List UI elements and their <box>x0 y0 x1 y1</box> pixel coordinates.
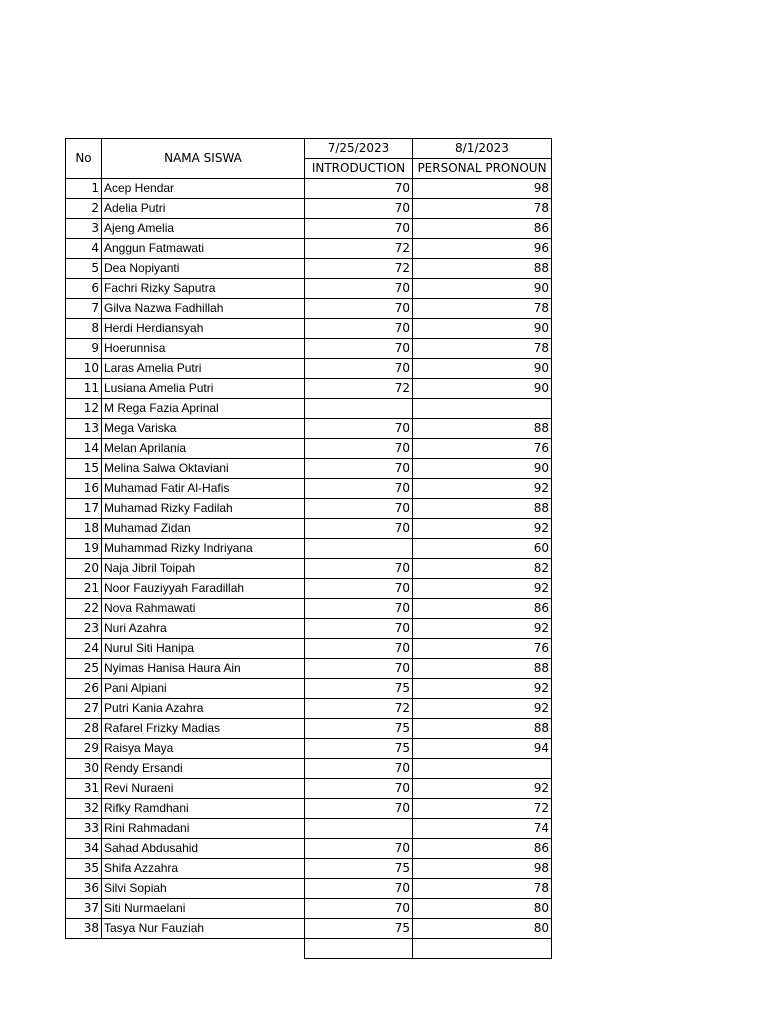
introduction-score <box>305 819 413 839</box>
student-number: 37 <box>66 899 102 919</box>
student-name: Rafarel Frizky Madias <box>102 719 305 739</box>
student-number: 17 <box>66 499 102 519</box>
student-name: Putri Kania Azahra <box>102 699 305 719</box>
table-row <box>66 559 552 579</box>
personal-pronoun-score: 90 <box>413 459 552 479</box>
personal-pronoun-score: 98 <box>413 859 552 879</box>
personal-pronoun-score: 88 <box>413 659 552 679</box>
student-number: 7 <box>66 299 102 319</box>
table-row <box>66 419 552 439</box>
personal-pronoun-score: 92 <box>413 619 552 639</box>
table-row <box>66 839 552 859</box>
personal-pronoun-score: 90 <box>413 279 552 299</box>
student-number: 8 <box>66 319 102 339</box>
introduction-score: 75 <box>305 919 413 939</box>
student-number: 16 <box>66 479 102 499</box>
personal-pronoun-score: 78 <box>413 879 552 899</box>
student-name: Pani Alpiani <box>102 679 305 699</box>
table-row <box>66 299 552 319</box>
personal-pronoun-score: 90 <box>413 319 552 339</box>
table-row <box>66 599 552 619</box>
table-row <box>66 579 552 599</box>
introduction-score: 70 <box>305 339 413 359</box>
student-number: 23 <box>66 619 102 639</box>
table-row <box>66 359 552 379</box>
student-name: Siti Nurmaelani <box>102 899 305 919</box>
personal-pronoun-score: 92 <box>413 699 552 719</box>
student-name: Tasya Nur Fauziah <box>102 919 305 939</box>
personal-pronoun-score: 76 <box>413 639 552 659</box>
student-name: Melina Salwa Oktaviani <box>102 459 305 479</box>
student-name: Muhamad Fatir Al-Hafis <box>102 479 305 499</box>
student-number: 22 <box>66 599 102 619</box>
student-name: Dea Nopiyanti <box>102 259 305 279</box>
introduction-score: 70 <box>305 179 413 199</box>
student-grades-table <box>65 138 552 959</box>
introduction-score: 72 <box>305 699 413 719</box>
personal-pronoun-score: 86 <box>413 599 552 619</box>
student-name: Gilva Nazwa Fadhillah <box>102 299 305 319</box>
student-number: 29 <box>66 739 102 759</box>
table-row <box>66 319 552 339</box>
personal-pronoun-score: 88 <box>413 499 552 519</box>
table-row <box>66 779 552 799</box>
table-row <box>66 339 552 359</box>
student-number: 4 <box>66 239 102 259</box>
date-header-2: 8/1/2023 <box>413 139 552 159</box>
student-name: Rifky Ramdhani <box>102 799 305 819</box>
student-name: Nyimas Hanisa Haura Ain <box>102 659 305 679</box>
personal-pronoun-score: 92 <box>413 479 552 499</box>
personal-pronoun-score <box>413 759 552 779</box>
student-number: 33 <box>66 819 102 839</box>
student-name: Muhamad Zidan <box>102 519 305 539</box>
personal-pronoun-score: 98 <box>413 179 552 199</box>
student-number: 24 <box>66 639 102 659</box>
personal-pronoun-score: 90 <box>413 379 552 399</box>
table-row <box>66 179 552 199</box>
introduction-score: 70 <box>305 319 413 339</box>
table-row <box>66 279 552 299</box>
student-name: Adelia Putri <box>102 199 305 219</box>
personal-pronoun-score: 72 <box>413 799 552 819</box>
introduction-score: 70 <box>305 559 413 579</box>
student-name: Mega Variska <box>102 419 305 439</box>
table-row <box>66 219 552 239</box>
student-name: Raisya Maya <box>102 739 305 759</box>
table-row <box>66 719 552 739</box>
introduction-score: 70 <box>305 779 413 799</box>
personal-pronoun-score: 88 <box>413 259 552 279</box>
table-row <box>66 699 552 719</box>
student-number: 19 <box>66 539 102 559</box>
personal-pronoun-score: 80 <box>413 899 552 919</box>
student-name: Acep Hendar <box>102 179 305 199</box>
student-number: 20 <box>66 559 102 579</box>
table-row <box>66 399 552 419</box>
introduction-score: 70 <box>305 519 413 539</box>
introduction-score: 70 <box>305 279 413 299</box>
personal-pronoun-score: 78 <box>413 339 552 359</box>
table-row <box>66 519 552 539</box>
student-number: 30 <box>66 759 102 779</box>
table-row <box>66 679 552 699</box>
student-name: Muhammad Rizky Indriyana <box>102 539 305 559</box>
personal-pronoun-score: 76 <box>413 439 552 459</box>
empty-score-cell <box>413 939 552 959</box>
table-row <box>66 879 552 899</box>
student-number: 18 <box>66 519 102 539</box>
student-name: Laras Amelia Putri <box>102 359 305 379</box>
student-number: 9 <box>66 339 102 359</box>
introduction-score: 70 <box>305 459 413 479</box>
student-number: 2 <box>66 199 102 219</box>
student-name: Naja Jibril Toipah <box>102 559 305 579</box>
topic-header-2: PERSONAL PRONOUN <box>413 159 552 179</box>
student-number: 35 <box>66 859 102 879</box>
introduction-score: 70 <box>305 439 413 459</box>
student-name: Herdi Herdiansyah <box>102 319 305 339</box>
student-number: 27 <box>66 699 102 719</box>
personal-pronoun-score: 96 <box>413 239 552 259</box>
student-name: Shifa Azzahra <box>102 859 305 879</box>
empty-trailing-row <box>66 939 552 959</box>
student-name: Ajeng Amelia <box>102 219 305 239</box>
student-number: 25 <box>66 659 102 679</box>
student-number: 10 <box>66 359 102 379</box>
introduction-score: 70 <box>305 199 413 219</box>
personal-pronoun-score: 86 <box>413 219 552 239</box>
student-name: Fachri Rizky Saputra <box>102 279 305 299</box>
topic-header-1: INTRODUCTION <box>305 159 413 179</box>
introduction-score <box>305 399 413 419</box>
table-row <box>66 499 552 519</box>
personal-pronoun-score: 80 <box>413 919 552 939</box>
student-number: 12 <box>66 399 102 419</box>
date-header-1: 7/25/2023 <box>305 139 413 159</box>
student-number: 21 <box>66 579 102 599</box>
table-row <box>66 919 552 939</box>
personal-pronoun-score: 82 <box>413 559 552 579</box>
personal-pronoun-score: 78 <box>413 199 552 219</box>
empty-score-cell <box>305 939 413 959</box>
introduction-score: 70 <box>305 599 413 619</box>
personal-pronoun-score: 88 <box>413 419 552 439</box>
personal-pronoun-score: 88 <box>413 719 552 739</box>
introduction-score: 70 <box>305 899 413 919</box>
grade-sheet <box>65 138 552 959</box>
introduction-score: 70 <box>305 839 413 859</box>
introduction-score: 70 <box>305 639 413 659</box>
student-number: 1 <box>66 179 102 199</box>
table-row <box>66 379 552 399</box>
student-number: 26 <box>66 679 102 699</box>
introduction-score: 70 <box>305 419 413 439</box>
student-name: Noor Fauziyyah Faradillah <box>102 579 305 599</box>
table-row <box>66 479 552 499</box>
introduction-score: 70 <box>305 579 413 599</box>
student-name: Silvi Sopiah <box>102 879 305 899</box>
introduction-score: 72 <box>305 239 413 259</box>
table-row <box>66 239 552 259</box>
student-name: Nuri Azahra <box>102 619 305 639</box>
table-row <box>66 659 552 679</box>
student-name: Rini Rahmadani <box>102 819 305 839</box>
personal-pronoun-score: 92 <box>413 679 552 699</box>
personal-pronoun-score: 94 <box>413 739 552 759</box>
student-number: 3 <box>66 219 102 239</box>
personal-pronoun-score: 60 <box>413 539 552 559</box>
student-name: Rendy Ersandi <box>102 759 305 779</box>
personal-pronoun-score: 92 <box>413 579 552 599</box>
introduction-score: 70 <box>305 299 413 319</box>
introduction-score: 75 <box>305 719 413 739</box>
table-row <box>66 539 552 559</box>
table-row <box>66 639 552 659</box>
student-name: Anggun Fatmawati <box>102 239 305 259</box>
introduction-score: 70 <box>305 659 413 679</box>
introduction-score: 70 <box>305 359 413 379</box>
table-row <box>66 859 552 879</box>
table-row <box>66 199 552 219</box>
introduction-score: 75 <box>305 679 413 699</box>
student-number: 36 <box>66 879 102 899</box>
introduction-score: 70 <box>305 759 413 779</box>
student-number: 11 <box>66 379 102 399</box>
student-name: Lusiana Amelia Putri <box>102 379 305 399</box>
student-number: 31 <box>66 779 102 799</box>
introduction-score: 70 <box>305 619 413 639</box>
student-number: 34 <box>66 839 102 859</box>
personal-pronoun-score: 92 <box>413 779 552 799</box>
student-name: Nurul Siti Hanipa <box>102 639 305 659</box>
table-row <box>66 259 552 279</box>
student-name: M Rega Fazia Aprinal <box>102 399 305 419</box>
student-number: 5 <box>66 259 102 279</box>
table-row <box>66 819 552 839</box>
student-number: 14 <box>66 439 102 459</box>
student-number: 13 <box>66 419 102 439</box>
student-name: Muhamad Rizky Fadilah <box>102 499 305 519</box>
name-column-header: NAMA SISWA <box>102 139 305 179</box>
introduction-score: 70 <box>305 879 413 899</box>
personal-pronoun-score <box>413 399 552 419</box>
table-row <box>66 739 552 759</box>
personal-pronoun-score: 86 <box>413 839 552 859</box>
introduction-score: 75 <box>305 859 413 879</box>
introduction-score: 70 <box>305 799 413 819</box>
student-name: Hoerunnisa <box>102 339 305 359</box>
header-row-dates <box>66 139 552 159</box>
personal-pronoun-score: 78 <box>413 299 552 319</box>
student-name: Nova Rahmawati <box>102 599 305 619</box>
blank-cell <box>66 939 102 959</box>
table-row <box>66 759 552 779</box>
student-number: 6 <box>66 279 102 299</box>
introduction-score: 70 <box>305 499 413 519</box>
student-number: 15 <box>66 459 102 479</box>
table-row <box>66 799 552 819</box>
introduction-score: 72 <box>305 379 413 399</box>
table-row <box>66 439 552 459</box>
personal-pronoun-score: 74 <box>413 819 552 839</box>
table-row <box>66 899 552 919</box>
personal-pronoun-score: 90 <box>413 359 552 379</box>
introduction-score <box>305 539 413 559</box>
student-name: Revi Nuraeni <box>102 779 305 799</box>
student-name: Melan Aprilania <box>102 439 305 459</box>
student-number: 32 <box>66 799 102 819</box>
introduction-score: 70 <box>305 219 413 239</box>
blank-cell <box>102 939 305 959</box>
student-number: 28 <box>66 719 102 739</box>
introduction-score: 75 <box>305 739 413 759</box>
no-column-header: No <box>66 139 102 179</box>
introduction-score: 70 <box>305 479 413 499</box>
student-number: 38 <box>66 919 102 939</box>
introduction-score: 72 <box>305 259 413 279</box>
personal-pronoun-score: 92 <box>413 519 552 539</box>
student-name: Sahad Abdusahid <box>102 839 305 859</box>
table-row <box>66 619 552 639</box>
table-row <box>66 459 552 479</box>
